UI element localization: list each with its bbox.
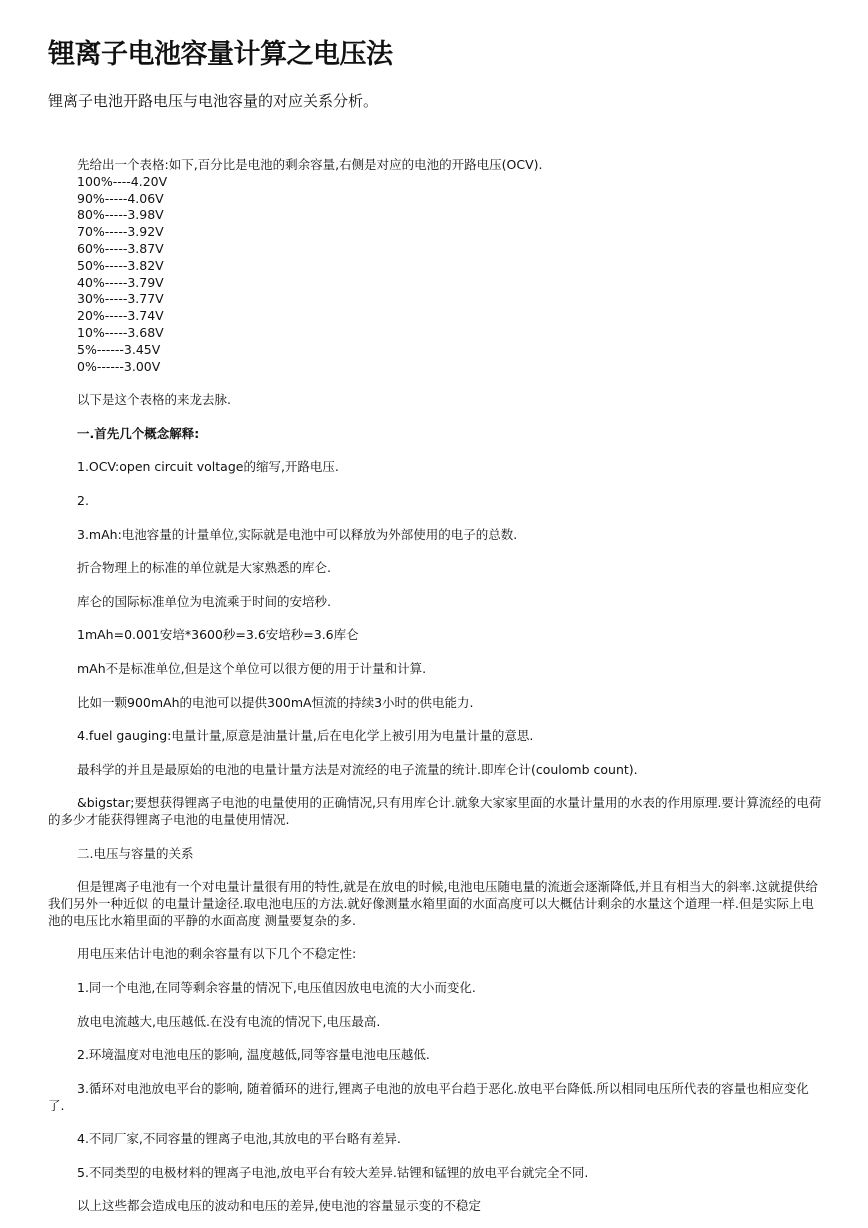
paragraph: 以上这些都会造成电压的波动和电压的差异,使电池的容量显示变的不稳定	[77, 1198, 481, 1214]
paragraph: 2.	[77, 492, 89, 508]
ocv-table	[48, 174, 824, 376]
table-row: 80%-----3.98V	[77, 207, 164, 223]
paragraph: 折合物理上的标准的单位就是大家熟悉的库仑.	[77, 560, 331, 576]
article-body	[48, 157, 824, 1215]
intro-paragraph: 先给出一个表格:如下,百分比是电池的剩余容量,右侧是对应的电池的开路电压(OCV).	[77, 157, 543, 172]
paragraph: 1.同一个电池,在同等剩余容量的情况下,电压值因放电电流的大小而变化.	[77, 980, 476, 996]
table-row: 70%-----3.92V	[77, 224, 164, 240]
paragraph: 5.不同类型的电极材料的锂离子电池,放电平台有较大差异.钴锂和锰锂的放电平台就完全不同.	[77, 1164, 589, 1180]
paragraph: 3.mAh:电池容量的计量单位,实际就是电池中可以释放为外部使用的电子的总数.	[77, 526, 518, 542]
table-row: 60%-----3.87V	[77, 240, 164, 256]
paragraph: 4.不同厂家,不同容量的锂离子电池,其放电的平台略有差异.	[77, 1131, 401, 1147]
paragraph: 以下是这个表格的来龙去脉.	[77, 392, 231, 408]
paragraph: 放电电流越大,电压越低.在没有电流的情况下,电压最高.	[77, 1013, 381, 1029]
section-heading: 二.电压与容量的关系	[77, 845, 194, 861]
paragraph: 2.环境温度对电池电压的影响, 温度越低,同等容量电池电压越低.	[77, 1047, 430, 1063]
page-subtitle: 锂离子电池开路电压与电池容量的对应关系分析。	[48, 92, 379, 110]
paragraph: 3.循环对电池放电平台的影响, 随着循环的进行,锂离子电池的放电平台趋于恶化.放电平台降低.所以相同电压所代表的容量也相应变化了.	[48, 1080, 809, 1113]
section-heading: 一.首先几个概念解释:	[77, 425, 200, 441]
table-row: 10%-----3.68V	[77, 324, 164, 340]
paragraph: 比如一颗900mAh的电池可以提供300mA恒流的持续3小时的供电能力.	[77, 694, 474, 710]
table-row: 90%-----4.06V	[77, 190, 164, 206]
paragraph: mAh不是标准单位,但是这个单位可以很方便的用于计量和计算.	[77, 660, 427, 676]
paragraph: 但是锂离子电池有一个对电量计量很有用的特性,就是在放电的时候,电池电压随电量的流逝会逐渐降低,并且有相当大的斜率.这就提供给我们另外一种近似 的电量计量途径.取电池电压的方法.就好像测量水箱里面的水面高度可以大概估计剩余的水量这个道理一样.但是实际上电池的电压比水箱里面的平静的水面高度 测量要复杂的多.	[48, 879, 818, 928]
table-row: 100%----4.20V	[77, 173, 168, 189]
table-row: 50%-----3.82V	[77, 257, 164, 273]
paragraph: 1mAh=0.001安培*3600秒=3.6安培秒=3.6库仑	[77, 627, 359, 643]
table-row: 20%-----3.74V	[77, 308, 164, 324]
paragraph: 库仑的国际标准单位为电流乘于时间的安培秒.	[77, 593, 331, 609]
table-row: 5%------3.45V	[77, 341, 161, 357]
paragraph: &bigstar;要想获得锂离子电池的电量使用的正确情况,只有用库仑计.就象大家家里面的水量计量用的水表的作用原理.要计算流经的电荷的多少才能获得锂离子电池的电量使用情况.	[48, 795, 822, 828]
paragraph: 最科学的并且是最原始的电池的电量计量方法是对流经的电子流量的统计.即库仑计(coulomb count).	[77, 761, 638, 777]
paragraph: 4.fuel gauging:电量计量,原意是油量计量,后在电化学上被引用为电量计量的意思.	[77, 728, 534, 744]
paragraph: 1.OCV:open circuit voltage的缩写,开路电压.	[77, 459, 339, 475]
table-row: 40%-----3.79V	[77, 274, 164, 290]
table-row: 30%-----3.77V	[77, 291, 164, 307]
table-row: 0%------3.00V	[77, 358, 161, 374]
page-title: 锂离子电池容量计算之电压法	[48, 39, 393, 70]
paragraph: 用电压来估计电池的剩余容量有以下几个不稳定性:	[77, 946, 357, 962]
